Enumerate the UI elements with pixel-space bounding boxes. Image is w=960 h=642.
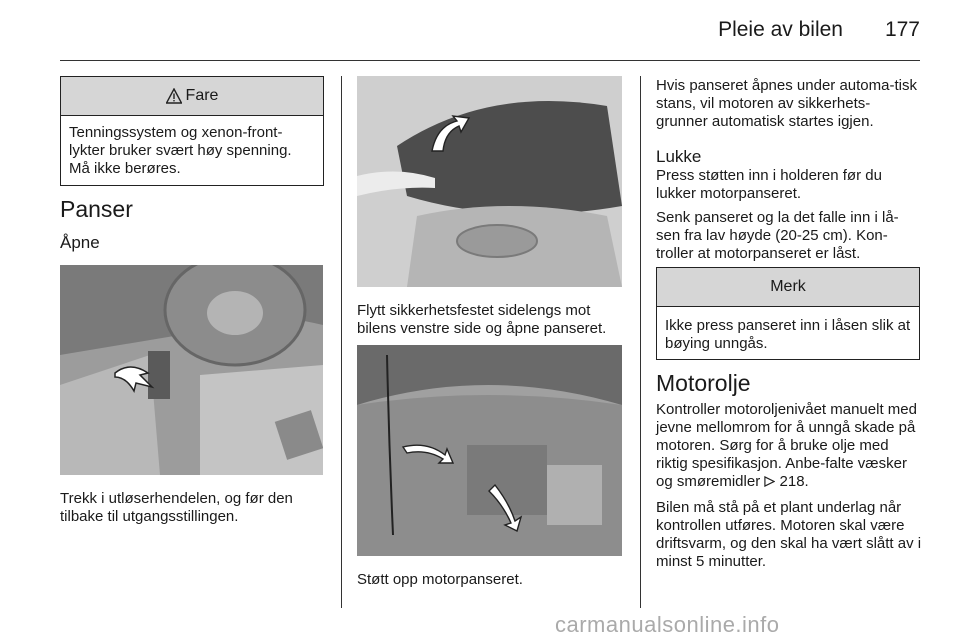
auto-stop-paragraph: Hvis panseret åpnes under automa-tisk stans, vil motoren av sikkerhets-grunner automatisk startes igjen. <box>656 77 917 130</box>
page-header-title: Pleie av bilen <box>718 18 843 41</box>
section-title-engine-oil: Motorolje <box>656 370 751 396</box>
note-box-header <box>657 268 919 307</box>
warning-triangle-icon <box>166 88 182 104</box>
note-title: Merk <box>770 278 806 295</box>
close-paragraph-1: Press støtten inn i holderen før du lukker motorpanseret. <box>656 167 882 202</box>
oil-paragraph-2: Bilen må stå på et plant underlag når kontrollen utføres. Motoren skal være driftsvarm, og den skal ha vært slått av i minst 5 minutter. <box>656 499 922 570</box>
subsection-title-open: Åpne <box>60 233 100 252</box>
watermark: carmanualsonline.info <box>555 612 780 637</box>
page-number: 177 <box>884 18 920 41</box>
page-reference-icon <box>764 476 775 487</box>
page-reference-link[interactable]: 218. <box>779 473 809 490</box>
release-lever-caption: Trekk i utløserhendelen, og før den tilbake til utgangsstillingen. <box>60 490 293 525</box>
warning-box-header <box>61 77 323 116</box>
column-divider-2 <box>640 76 641 608</box>
hood-support-caption: Støtt opp motorpanseret. <box>357 571 523 588</box>
subsection-title-close: Lukke <box>656 147 702 166</box>
release-lever-photo <box>60 265 323 475</box>
warning-box <box>60 76 324 186</box>
oil-paragraph-1-text: Kontroller motoroljenivået manuelt med jevne mellomrom for å unngå skade på motoren. Sørg for å bruke olje med riktig spesifikasjon. Anbe-falte væsker og smøremidler <box>656 401 917 490</box>
section-title-panser: Panser <box>60 196 133 222</box>
hood-open-photo <box>357 76 622 287</box>
column-divider-1 <box>341 76 342 608</box>
note-text: Ikke press panseret inn i låsen slik at bøying unngås. <box>665 317 911 352</box>
hood-open-caption: Flytt sikkerhetsfestet sidelengs mot bilens venstre side og åpne panseret. <box>357 302 607 337</box>
warning-text: Tenningssystem og xenon-front-lykter bruker svært høy spenning. Må ikke berøres. <box>69 124 292 177</box>
header-divider <box>60 60 920 61</box>
warning-title: Fare <box>185 87 219 104</box>
hood-support-photo <box>357 345 622 556</box>
close-paragraph-2: Senk panseret og la det falle inn i lå-sen fra lav høyde (20-25 cm). Kon-troller at motorpanseret er låst. <box>656 209 899 262</box>
note-box <box>656 267 920 360</box>
oil-paragraph-1 <box>656 401 921 491</box>
